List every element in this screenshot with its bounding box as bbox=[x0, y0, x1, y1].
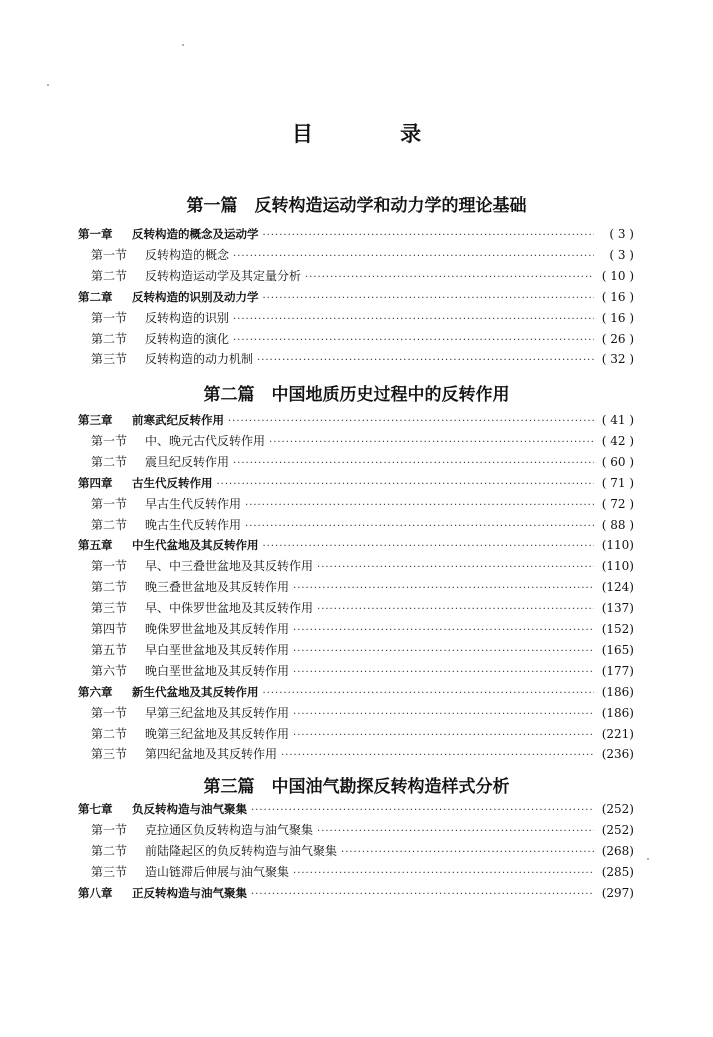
leader-dots bbox=[228, 412, 594, 431]
toc-section-entry[interactable] bbox=[91, 350, 634, 369]
toc-chapter-entry[interactable] bbox=[78, 800, 634, 819]
entry-label bbox=[91, 863, 289, 882]
entry-title: 早白垩世盆地及其反转作用 bbox=[145, 642, 290, 657]
entry-label bbox=[78, 536, 259, 555]
entry-label bbox=[91, 557, 313, 576]
leader-dots bbox=[293, 579, 594, 598]
toc-section-entry[interactable] bbox=[91, 495, 634, 514]
entry-page-number: (252) bbox=[601, 822, 634, 837]
entry-page-number: (285) bbox=[601, 864, 634, 879]
entry-number: 第八章 bbox=[78, 885, 113, 900]
entry-page-number: (110) bbox=[601, 538, 634, 553]
entry-title: 反转构造运动学及其定量分析 bbox=[145, 268, 302, 283]
entry-label bbox=[78, 474, 213, 493]
entry-page-number: ( 3 ) bbox=[609, 247, 634, 262]
entry-title: 克拉通区负反转构造与油气聚集 bbox=[145, 822, 314, 837]
entry-label bbox=[91, 309, 229, 328]
entry-page-number: ( 3 ) bbox=[609, 227, 634, 241]
entry-number: 第三章 bbox=[78, 413, 113, 427]
leader-dots bbox=[233, 331, 594, 350]
entry-title: 造山链滞后伸展与油气聚集 bbox=[145, 864, 290, 879]
entry-label bbox=[91, 745, 277, 764]
leader-dots bbox=[263, 684, 595, 703]
toc-section-entry[interactable] bbox=[91, 704, 634, 723]
part-heading: 第一篇 反转构造运动学和动力学的理论基础 bbox=[186, 196, 527, 216]
toc-chapter-entry[interactable] bbox=[78, 683, 634, 702]
leader-dots bbox=[217, 475, 595, 494]
entry-title: 中生代盆地及其反转作用 bbox=[132, 538, 259, 553]
entry-page-number: ( 60 ) bbox=[601, 454, 634, 469]
toc-chapter-entry[interactable] bbox=[78, 474, 634, 493]
entry-number: 第一章 bbox=[78, 227, 113, 241]
part-heading: 第三篇 中国油气勘探反转构造样式分析 bbox=[203, 777, 510, 797]
entry-page-number: (186) bbox=[601, 705, 634, 720]
entry-label bbox=[91, 330, 229, 349]
part-heading: 第二篇 中国地质历史过程中的反转作用 bbox=[203, 385, 510, 405]
entry-title: 反转构造的演化 bbox=[145, 331, 230, 346]
entry-label bbox=[78, 225, 259, 244]
entry-number: 第三节 bbox=[91, 747, 128, 762]
entry-page-number: (236) bbox=[601, 747, 634, 762]
entry-page-number: ( 10 ) bbox=[601, 268, 634, 283]
entry-title: 反转构造的识别 bbox=[145, 310, 230, 325]
entry-page-number: (165) bbox=[601, 642, 634, 657]
leader-dots bbox=[263, 226, 595, 245]
leader-dots bbox=[263, 289, 595, 308]
entry-page-number: (252) bbox=[601, 802, 634, 816]
toc-section-entry[interactable] bbox=[91, 725, 634, 744]
entry-page-number: ( 71 ) bbox=[601, 475, 634, 490]
entry-title: 早、中侏罗世盆地及其反转作用 bbox=[145, 601, 314, 616]
entry-number: 第四章 bbox=[78, 475, 113, 490]
toc-chapter-entry[interactable] bbox=[78, 288, 634, 307]
entry-page-number: ( 41 ) bbox=[601, 413, 634, 427]
scan-speck bbox=[647, 858, 649, 860]
entry-label bbox=[91, 578, 289, 597]
entry-number: 第一节 bbox=[91, 705, 128, 720]
entry-number: 第七章 bbox=[78, 802, 113, 816]
entry-page-number: (186) bbox=[601, 684, 634, 699]
entry-label bbox=[91, 350, 253, 369]
entry-label bbox=[91, 821, 313, 840]
entry-number: 第一节 bbox=[91, 310, 128, 325]
entry-label bbox=[78, 411, 224, 430]
entry-number: 第六章 bbox=[78, 684, 113, 699]
entry-number: 第二节 bbox=[91, 517, 128, 532]
leader-dots bbox=[341, 843, 594, 862]
entry-label bbox=[91, 662, 289, 681]
toc-section-entry[interactable] bbox=[91, 246, 634, 265]
toc-chapter-entry[interactable] bbox=[78, 411, 634, 430]
leader-dots bbox=[293, 726, 594, 745]
entry-number: 第一节 bbox=[91, 496, 128, 511]
entry-number: 第二节 bbox=[91, 726, 128, 741]
toc-section-entry[interactable] bbox=[91, 309, 634, 328]
toc-section-entry[interactable] bbox=[91, 599, 634, 618]
entry-title: 晚古生代反转作用 bbox=[145, 517, 242, 532]
toc-chapter-entry[interactable] bbox=[78, 225, 634, 244]
toc-section-entry[interactable] bbox=[91, 557, 634, 576]
entry-title: 第四纪盆地及其反转作用 bbox=[145, 747, 278, 762]
leader-dots bbox=[233, 247, 594, 266]
entry-title: 反转构造的概念 bbox=[145, 247, 230, 262]
entry-page-number: ( 88 ) bbox=[601, 517, 634, 532]
entry-number: 第五节 bbox=[91, 642, 128, 657]
entry-label bbox=[91, 516, 241, 535]
entry-page-number: ( 16 ) bbox=[601, 310, 634, 325]
entry-number: 第四节 bbox=[91, 622, 128, 636]
entry-page-number: ( 42 ) bbox=[601, 433, 634, 448]
entry-label bbox=[91, 246, 229, 265]
entry-number: 第二节 bbox=[91, 580, 128, 595]
entry-title: 晚第三纪盆地及其反转作用 bbox=[145, 726, 290, 741]
entry-title: 反转构造的识别及动力学 bbox=[132, 289, 259, 304]
leader-dots bbox=[305, 268, 594, 287]
entry-number: 第三节 bbox=[91, 352, 128, 367]
entry-number: 第一节 bbox=[91, 559, 128, 574]
toc-section-entry[interactable] bbox=[91, 330, 634, 349]
leader-dots bbox=[245, 517, 594, 536]
entry-title: 早古生代反转作用 bbox=[145, 496, 242, 511]
entry-number: 第二章 bbox=[78, 289, 113, 304]
entry-page-number: (124) bbox=[601, 580, 634, 595]
entry-page-number: ( 32 ) bbox=[601, 352, 634, 367]
leader-dots bbox=[245, 496, 594, 515]
leader-dots bbox=[233, 310, 594, 329]
entry-page-number: ( 72 ) bbox=[601, 496, 634, 511]
entry-label bbox=[91, 842, 337, 861]
toc-section-entry[interactable] bbox=[91, 821, 634, 840]
entry-label bbox=[91, 641, 289, 660]
entry-label bbox=[91, 725, 289, 744]
toc-section-entry[interactable] bbox=[91, 620, 634, 639]
leader-dots bbox=[293, 864, 594, 883]
leader-dots bbox=[293, 642, 594, 661]
leader-dots bbox=[317, 600, 594, 619]
leader-dots bbox=[251, 885, 594, 904]
entry-title: 反转构造的动力机制 bbox=[145, 352, 254, 367]
entry-page-number: (110) bbox=[601, 559, 634, 574]
entry-number: 第二节 bbox=[91, 843, 128, 858]
toc-section-entry[interactable] bbox=[91, 432, 634, 451]
leader-dots bbox=[233, 454, 594, 473]
toc-section-entry[interactable] bbox=[91, 578, 634, 597]
entry-title: 古生代反转作用 bbox=[132, 475, 213, 490]
entry-title: 反转构造的概念及运动学 bbox=[132, 227, 259, 241]
entry-page-number: ( 16 ) bbox=[601, 289, 634, 304]
entry-number: 第二节 bbox=[91, 331, 128, 346]
leader-dots bbox=[293, 705, 594, 724]
entry-title: 早、中三叠世盆地及其反转作用 bbox=[145, 559, 314, 574]
leader-dots bbox=[293, 621, 594, 640]
leader-dots bbox=[281, 746, 594, 765]
toc-section-entry[interactable] bbox=[91, 453, 634, 472]
entry-number: 第二节 bbox=[91, 454, 128, 469]
entry-page-number: (137) bbox=[601, 601, 634, 616]
entry-label bbox=[78, 683, 259, 702]
leader-dots bbox=[293, 663, 594, 682]
toc-section-entry[interactable] bbox=[91, 662, 634, 681]
entry-label bbox=[91, 432, 265, 451]
entry-label bbox=[91, 620, 289, 639]
entry-label bbox=[91, 704, 289, 723]
scan-speck bbox=[182, 44, 184, 46]
entry-label bbox=[78, 288, 259, 307]
entry-number: 第五章 bbox=[78, 538, 113, 553]
toc-section-entry[interactable] bbox=[91, 745, 634, 764]
entry-title: 前陆隆起区的负反转构造与油气聚集 bbox=[145, 843, 338, 858]
toc-chapter-entry[interactable] bbox=[78, 884, 634, 903]
entry-page-number: (297) bbox=[601, 885, 634, 900]
entry-label bbox=[78, 884, 247, 903]
page-title: 目 录 bbox=[291, 122, 462, 146]
entry-number: 第三节 bbox=[91, 864, 128, 879]
entry-title: 负反转构造与油气聚集 bbox=[132, 802, 247, 816]
entry-label bbox=[91, 267, 301, 286]
entry-number: 第一节 bbox=[91, 822, 128, 837]
toc-chapter-entry[interactable] bbox=[78, 536, 634, 555]
leader-dots bbox=[263, 537, 595, 556]
leader-dots bbox=[317, 558, 594, 577]
entry-label bbox=[91, 495, 241, 514]
entry-label bbox=[78, 800, 247, 819]
entry-number: 第一节 bbox=[91, 247, 128, 262]
toc-section-entry[interactable] bbox=[91, 863, 634, 882]
entry-number: 第二节 bbox=[91, 268, 128, 283]
toc-section-entry[interactable] bbox=[91, 267, 634, 286]
entry-title: 晚三叠世盆地及其反转作用 bbox=[145, 580, 290, 595]
entry-title: 晚白垩世盆地及其反转作用 bbox=[145, 663, 290, 678]
entry-title: 新生代盆地及其反转作用 bbox=[132, 684, 259, 699]
leader-dots bbox=[269, 433, 594, 452]
leader-dots bbox=[317, 822, 594, 841]
entry-number: 第一节 bbox=[91, 433, 128, 448]
entry-title: 前寒武纪反转作用 bbox=[132, 413, 224, 427]
entry-page-number: (177) bbox=[601, 663, 634, 678]
scan-speck bbox=[47, 84, 49, 86]
entry-label bbox=[91, 453, 229, 472]
entry-title: 晚侏罗世盆地及其反转作用 bbox=[145, 622, 290, 636]
leader-dots bbox=[257, 351, 594, 370]
toc-section-entry[interactable] bbox=[91, 516, 634, 535]
entry-title: 正反转构造与油气聚集 bbox=[132, 885, 247, 900]
toc-section-entry[interactable] bbox=[91, 842, 634, 861]
entry-page-number: (221) bbox=[601, 726, 634, 741]
leader-dots bbox=[251, 801, 594, 820]
entry-title: 震旦纪反转作用 bbox=[145, 454, 230, 469]
entry-label bbox=[91, 599, 313, 618]
entry-number: 第三节 bbox=[91, 601, 128, 616]
toc-section-entry[interactable] bbox=[91, 641, 634, 660]
entry-page-number: (268) bbox=[601, 843, 634, 858]
entry-title: 早第三纪盆地及其反转作用 bbox=[145, 705, 290, 720]
entry-title: 中、晚元古代反转作用 bbox=[145, 433, 266, 448]
entry-number: 第六节 bbox=[91, 663, 128, 678]
entry-page-number: ( 26 ) bbox=[601, 331, 634, 346]
entry-page-number: (152) bbox=[601, 622, 634, 636]
